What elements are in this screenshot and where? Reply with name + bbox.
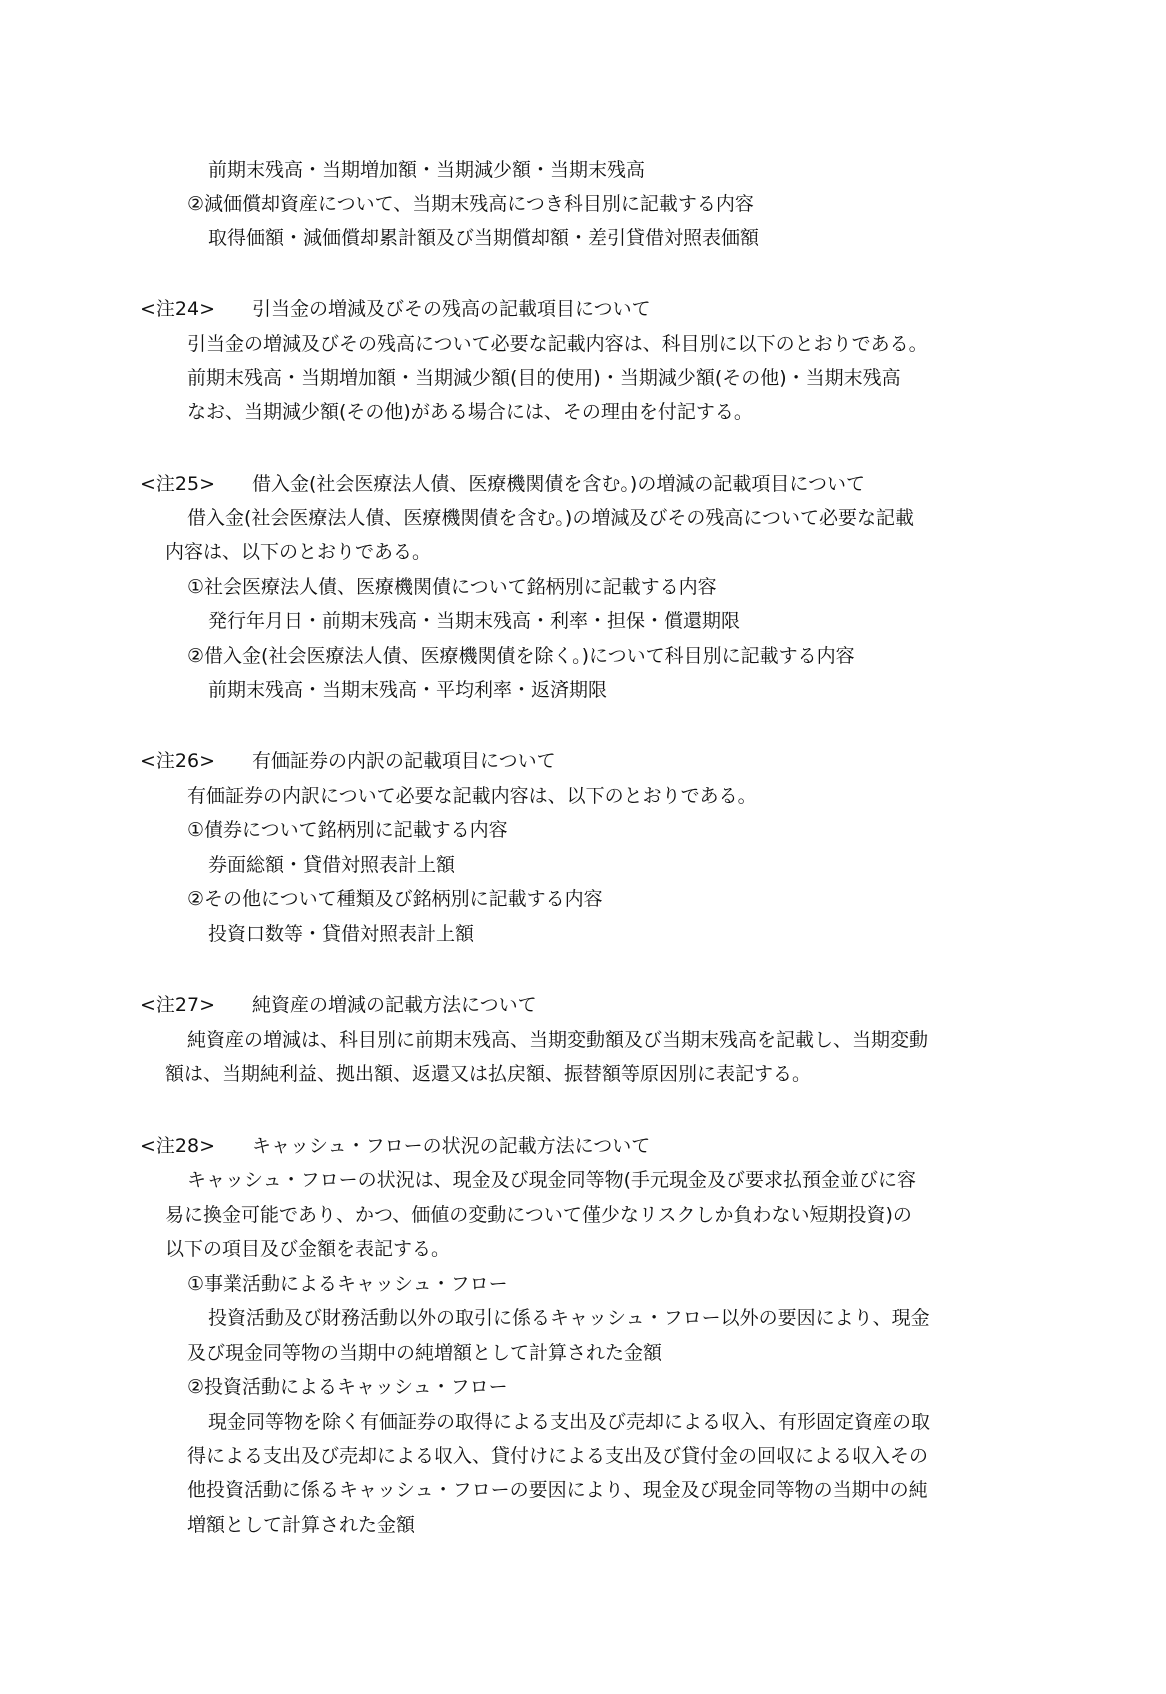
note-26-item-2: ②その他について種類及び銘柄別に記載する内容: [187, 888, 603, 910]
intro-line: 前期末残高・当期増加額・当期減少額・当期末残高: [208, 159, 646, 181]
note-24-paragraph-2: 前期末残高・当期増加額・当期減少額(目的使用)・当期減少額(その他)・当期末残高: [187, 367, 901, 389]
note-26-paragraph-1: 有価証券の内訳について必要な記載内容は、以下のとおりである。: [187, 785, 757, 807]
note-28-item-2-line-1: 現金同等物を除く有価証券の取得による支出及び売却による収入、有形固定資産の取: [208, 1411, 931, 1433]
note-26-heading: [140, 749, 556, 773]
note-28-paragraph-line-2: 易に換金可能であり、かつ、価値の変動について僅少なリスクしか負わない短期投資)の: [165, 1204, 912, 1226]
note-25-label: <注25>: [140, 473, 216, 495]
note-28-heading: [140, 1134, 650, 1158]
note-25-item-2: ②借入金(社会医療法人債、医療機関債を除く。)について科目別に記載する内容: [187, 645, 855, 667]
note-28-label: <注28>: [140, 1135, 216, 1157]
note-27-heading: [140, 993, 537, 1017]
note-28-paragraph-line-3: 以下の項目及び金額を表記する。: [165, 1238, 451, 1260]
note-27-title: 純資産の増減の記載方法について: [252, 994, 537, 1016]
note-26-item-2-detail: 投資口数等・貸借対照表計上額: [208, 923, 475, 945]
note-26-item-1: ①債券について銘柄別に記載する内容: [187, 819, 508, 841]
note-26-item-1-detail: 券面総額・貸借対照表計上額: [208, 854, 456, 876]
note-24-title: 引当金の増減及びその残高の記載項目について: [252, 298, 651, 320]
note-26-label: <注26>: [140, 750, 216, 772]
note-25-item-2-detail: 前期末残高・当期末残高・平均利率・返済期限: [208, 679, 608, 701]
note-28-item-1-line-1: 投資活動及び財務活動以外の取引に係るキャッシュ・フロー以外の要因により、現金: [208, 1307, 930, 1329]
note-28-item-2-line-2: 得による支出及び売却による収入、貸付けによる支出及び貸付金の回収による収入その: [187, 1445, 929, 1467]
note-25-title: 借入金(社会医療法人債、医療機関債を含む。)の増減の記載項目について: [252, 473, 865, 495]
note-27-paragraph-line-2: 額は、当期純利益、拠出額、返還又は払戻額、振替額等原因別に表記する。: [165, 1063, 812, 1085]
note-27-label: <注27>: [140, 994, 216, 1016]
note-28-item-2-line-4: 増額として計算された金額: [187, 1514, 416, 1536]
note-24-paragraph-3: なお、当期減少額(その他)がある場合には、その理由を付記する。: [187, 401, 753, 423]
note-28-item-1-line-2: 及び現金同等物の当期中の純増額として計算された金額: [187, 1342, 663, 1364]
intro-item-2-detail: 取得価額・減価償却累計額及び当期償却額・差引貸借対照表価額: [208, 227, 760, 249]
note-25-heading: [140, 472, 865, 496]
note-27-paragraph-line-1: 純資産の増減は、科目別に前期末残高、当期変動額及び当期末残高を記載し、当期変動: [187, 1029, 929, 1051]
note-24-paragraph-1: 引当金の増減及びその残高について必要な記載内容は、科目別に以下のとおりである。: [187, 333, 928, 355]
note-28-title: キャッシュ・フローの状況の記載方法について: [252, 1135, 651, 1157]
note-25-paragraph-line-2: 内容は、以下のとおりである。: [165, 541, 432, 563]
intro-item-2: ②減価償却資産について、当期末残高につき科目別に記載する内容: [187, 193, 754, 215]
note-24-label: <注24>: [140, 298, 216, 320]
note-25-item-1-detail: 発行年月日・前期末残高・当期末残高・利率・担保・償還期限: [208, 610, 741, 632]
note-28-item-1: ①事業活動によるキャッシュ・フロー: [187, 1273, 508, 1295]
note-25-item-1: ①社会医療法人債、医療機関債について銘柄別に記載する内容: [187, 576, 717, 598]
note-25-paragraph-line-1: 借入金(社会医療法人債、医療機関債を含む。)の増減及びその残高について必要な記載: [187, 507, 914, 529]
note-28-paragraph-line-1: キャッシュ・フローの状況は、現金及び現金同等物(手元現金及び要求払預金並びに容: [187, 1169, 917, 1191]
note-26-title: 有価証券の内訳の記載項目について: [252, 750, 556, 772]
note-28-item-2-line-3: 他投資活動に係るキャッシュ・フローの要因により、現金及び現金同等物の当期中の純: [187, 1479, 928, 1501]
note-28-item-2: ②投資活動によるキャッシュ・フロー: [187, 1376, 508, 1398]
note-24-heading: [140, 297, 651, 321]
